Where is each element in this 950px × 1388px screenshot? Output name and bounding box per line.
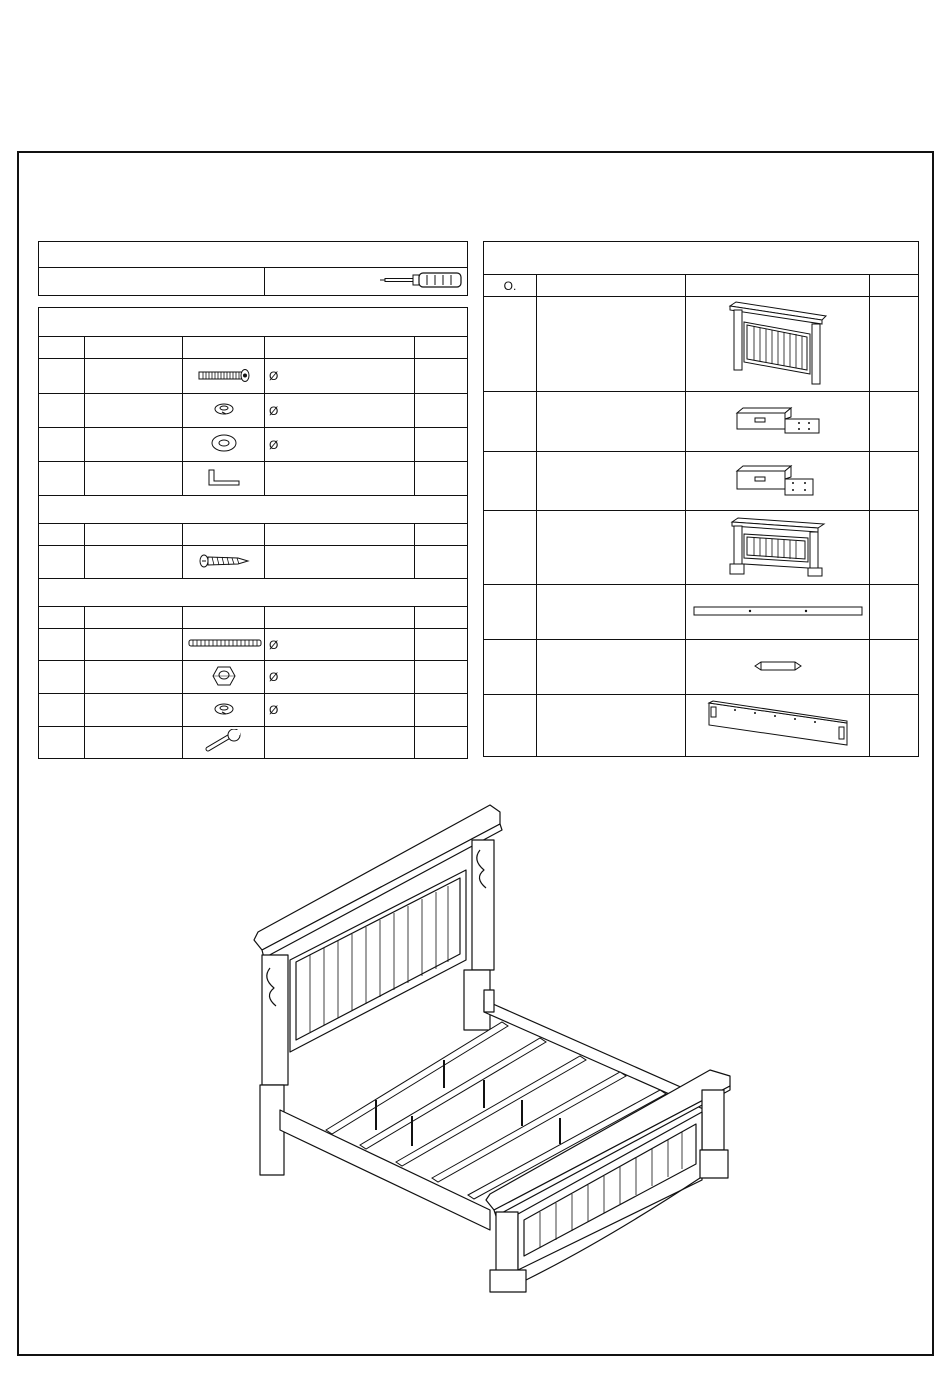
footboard-icon: [728, 514, 828, 578]
hardware-row: [39, 694, 468, 727]
wood-screw-icon: [198, 554, 250, 568]
wrench-icon: [204, 729, 244, 753]
hardware-spec: Ø: [265, 629, 415, 661]
part-row: [484, 297, 919, 392]
col-image: [183, 337, 265, 359]
col-qty: [415, 607, 468, 629]
parts-table: [483, 241, 919, 757]
side-rail-extension-icon: [733, 463, 823, 497]
side-rail-extension-icon: [733, 405, 823, 435]
col-qty: [870, 275, 919, 297]
col-name: [85, 524, 183, 546]
col-qty: [415, 524, 468, 546]
hardware-group-header: [39, 496, 468, 524]
hardware-row: [39, 661, 468, 694]
hardware-row: [39, 727, 468, 759]
flat-washer-icon: [210, 433, 238, 453]
hardware-spec: Ø: [265, 661, 415, 694]
col-image: [183, 607, 265, 629]
allen-key-icon: [206, 467, 242, 487]
tool-icon-cell: [265, 268, 468, 296]
part-row: [484, 585, 919, 640]
hardware-group-header: [39, 308, 468, 337]
hardware-row: [39, 359, 468, 394]
parts-table-header: [484, 242, 919, 275]
col-spec: [265, 607, 415, 629]
part-row: [484, 392, 919, 452]
part-row: [484, 452, 919, 511]
part-row: [484, 640, 919, 695]
tools-table-header: [39, 242, 468, 268]
hardware-spec: Ø: [265, 394, 415, 428]
col-spec: [265, 337, 415, 359]
screwdriver-icon: [379, 271, 463, 289]
col-name: [85, 607, 183, 629]
col-image: [183, 524, 265, 546]
hardware-spec: [265, 462, 415, 496]
hardware-row: [39, 629, 468, 661]
tool-name-cell: [39, 268, 265, 296]
hardware-spec: Ø: [265, 428, 415, 462]
hardware-spec: Ø: [265, 694, 415, 727]
center-leg-icon: [753, 659, 803, 673]
lock-washer-icon: [213, 401, 235, 417]
hardware-table: [38, 307, 468, 759]
col-qty: [415, 337, 468, 359]
col-image: [686, 275, 870, 297]
hardware-row: [39, 462, 468, 496]
col-no: O.: [484, 275, 537, 297]
col-no: [39, 607, 85, 629]
col-no: [39, 337, 85, 359]
hardware-spec: [265, 727, 415, 759]
hardware-row: [39, 394, 468, 428]
col-no: [39, 524, 85, 546]
col-name: [537, 275, 686, 297]
part-row: [484, 695, 919, 757]
hardware-spec: [265, 546, 415, 579]
bolt-icon: [197, 368, 251, 382]
assembled-bed-icon: [240, 800, 760, 1300]
tools-table: [38, 241, 468, 296]
part-row: [484, 511, 919, 585]
col-name: [85, 337, 183, 359]
hardware-row: [39, 546, 468, 579]
threaded-rod-icon: [187, 637, 263, 649]
slat-icon: [692, 604, 864, 618]
hardware-row: [39, 428, 468, 462]
hex-nut-icon: [212, 665, 236, 687]
hardware-spec: Ø: [265, 359, 415, 394]
col-spec: [265, 524, 415, 546]
side-rail-icon: [705, 699, 851, 749]
headboard-icon: [728, 300, 828, 386]
lock-washer-icon: [213, 701, 235, 717]
hardware-group-header: [39, 579, 468, 607]
